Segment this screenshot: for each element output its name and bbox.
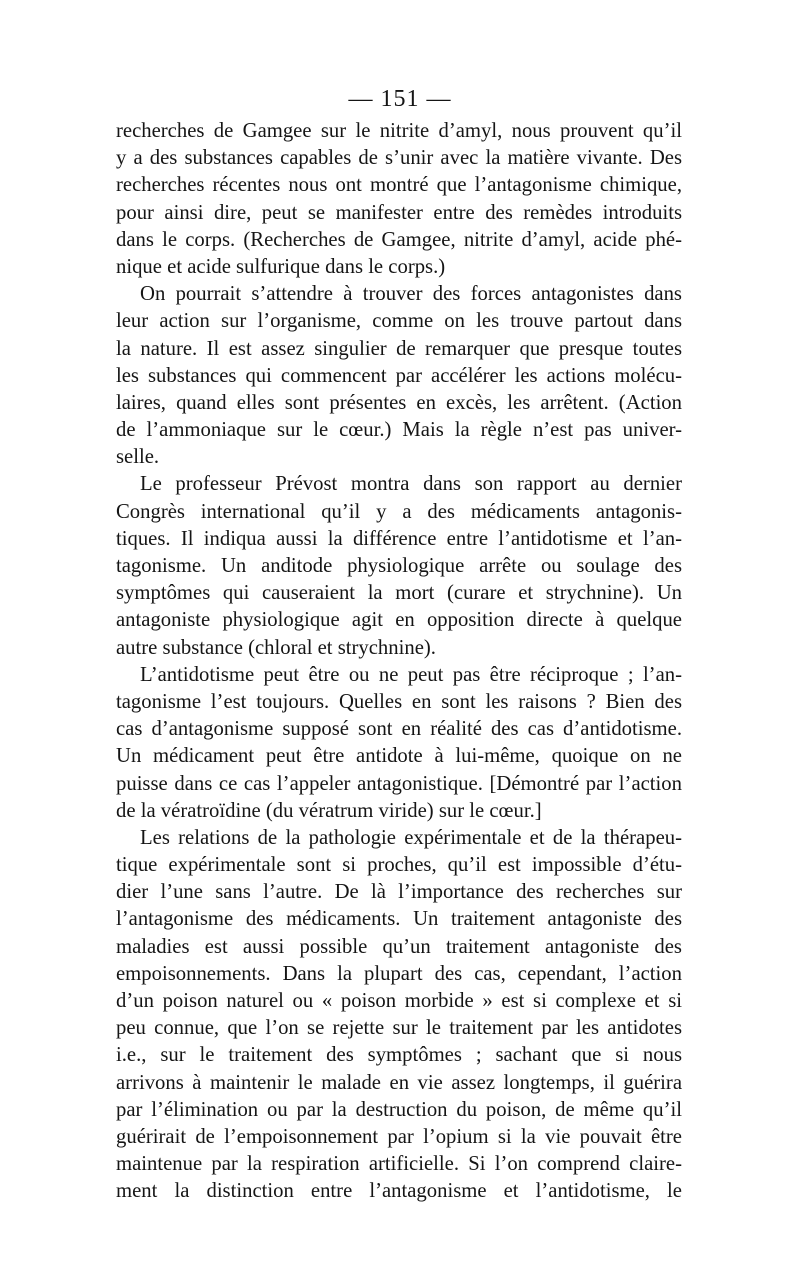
- paragraph: [116, 118, 682, 281]
- text-line: ment la distinction entre l’antagonisme et l’antidotisme, le: [116, 1180, 682, 1203]
- text-line: cas d’antagonisme supposé sont en réalité des cas d’antidotisme.: [116, 718, 682, 741]
- page-number: — 151 —: [348, 86, 452, 112]
- text-line: empoisonnements. Dans la plupart des cas, cependant, l’action: [116, 962, 682, 985]
- text-line: de la vératroïdine (du vératrum viride) sur le cœur.]: [116, 799, 542, 822]
- text-line: On pourrait s’attendre à trouver des forces antagonistes dans: [140, 283, 682, 306]
- paragraph: [116, 471, 682, 661]
- text-line: maintenue par la respiration artificielle. Si l’on comprend claire-: [116, 1153, 682, 1176]
- text-line: recherches de Gamgee sur le nitrite d’amyl, nous prouvent qu’il: [116, 120, 682, 142]
- text-line: l’antagonisme des médicaments. Un traitement antagoniste des: [116, 908, 682, 931]
- text-line: arrivons à maintenir le malade en vie assez longtemps, il guérira: [116, 1071, 682, 1094]
- text-line: laires, quand elles sont présentes en excès, les arrêtent. (Action: [116, 391, 682, 414]
- text-line: Les relations de la pathologie expérimentale et de la thérapeu-: [140, 826, 682, 849]
- text-line: Le professeur Prévost montra dans son rapport au dernier: [140, 473, 682, 496]
- body-text: [116, 118, 682, 1206]
- text-line: leur action sur l’organisme, comme on les trouve partout dans: [116, 310, 682, 333]
- text-line: tagonisme l’est toujours. Quelles en sont les raisons ? Bien des: [116, 690, 682, 713]
- text-line: peu connue, que l’on se rejette sur le traitement par les antidotes: [116, 1017, 682, 1040]
- text-line: tiques. Il indiqua aussi la différence entre l’antidotisme et l’an-: [116, 527, 682, 550]
- text-line: les substances qui commencent par accélérer les actions molécu-: [116, 364, 682, 387]
- text-line: d’un poison naturel ou « poison morbide » est si complexe et si: [116, 990, 682, 1012]
- text-line: de l’ammoniaque sur le cœur.) Mais la règle n’est pas univer-: [116, 419, 682, 442]
- text-line: tagonisme. Un anditode physiologique arrête ou soulage des: [116, 555, 682, 577]
- text-line: maladies est aussi possible qu’un traitement antagoniste des: [116, 935, 682, 958]
- text-line: par l’élimination ou par la destruction du poison, de même qu’il: [116, 1098, 682, 1121]
- text-line: recherches récentes nous ont montré que l’antagonisme chimique,: [116, 174, 682, 197]
- text-line: antagoniste physiologique agit en opposition directe à quelque: [116, 609, 682, 632]
- paragraph: [116, 662, 682, 825]
- text-line: y a des substances capables de s’unir avec la matière vivante. Des: [116, 147, 682, 170]
- text-line: L’antidotisme peut être ou ne peut pas être réciproque ; l’an-: [140, 663, 682, 686]
- text-line: pour ainsi dire, peut se manifester entre des remèdes introduits: [116, 201, 682, 224]
- text-line: i.e., sur le traitement des symptômes ; sachant que si nous: [116, 1044, 682, 1067]
- text-line: tique expérimentale sont si proches, qu’il est impossible d’étu-: [116, 854, 682, 877]
- paragraph: [116, 825, 682, 1206]
- text-line: symptômes qui causeraient la mort (curare et strychnine). Un: [116, 582, 682, 605]
- text-line: guérirait de l’empoisonnement par l’opium si la vie pouvait être: [116, 1125, 682, 1148]
- text-line: dans le corps. (Recherches de Gamgee, nitrite d’amyl, acide phé-: [116, 228, 682, 251]
- text-line: autre substance (chloral et strychnine).: [116, 636, 436, 659]
- text-line: puisse dans ce cas l’appeler antagonistique. [Démontré par l’action: [116, 772, 682, 795]
- text-line: nique et acide sulfurique dans le corps.): [116, 255, 446, 278]
- text-line: Un médicament peut être antidote à lui-même, quoique on ne: [116, 745, 682, 768]
- text-line: la nature. Il est assez singulier de remarquer que presque toutes: [116, 337, 682, 360]
- paragraph: [116, 281, 682, 471]
- text-line: dier l’une sans l’autre. De là l’importance des recherches sur: [116, 881, 682, 904]
- text-line: selle.: [116, 446, 160, 469]
- text-line: Congrès international qu’il y a des médicaments antagonis-: [116, 500, 682, 523]
